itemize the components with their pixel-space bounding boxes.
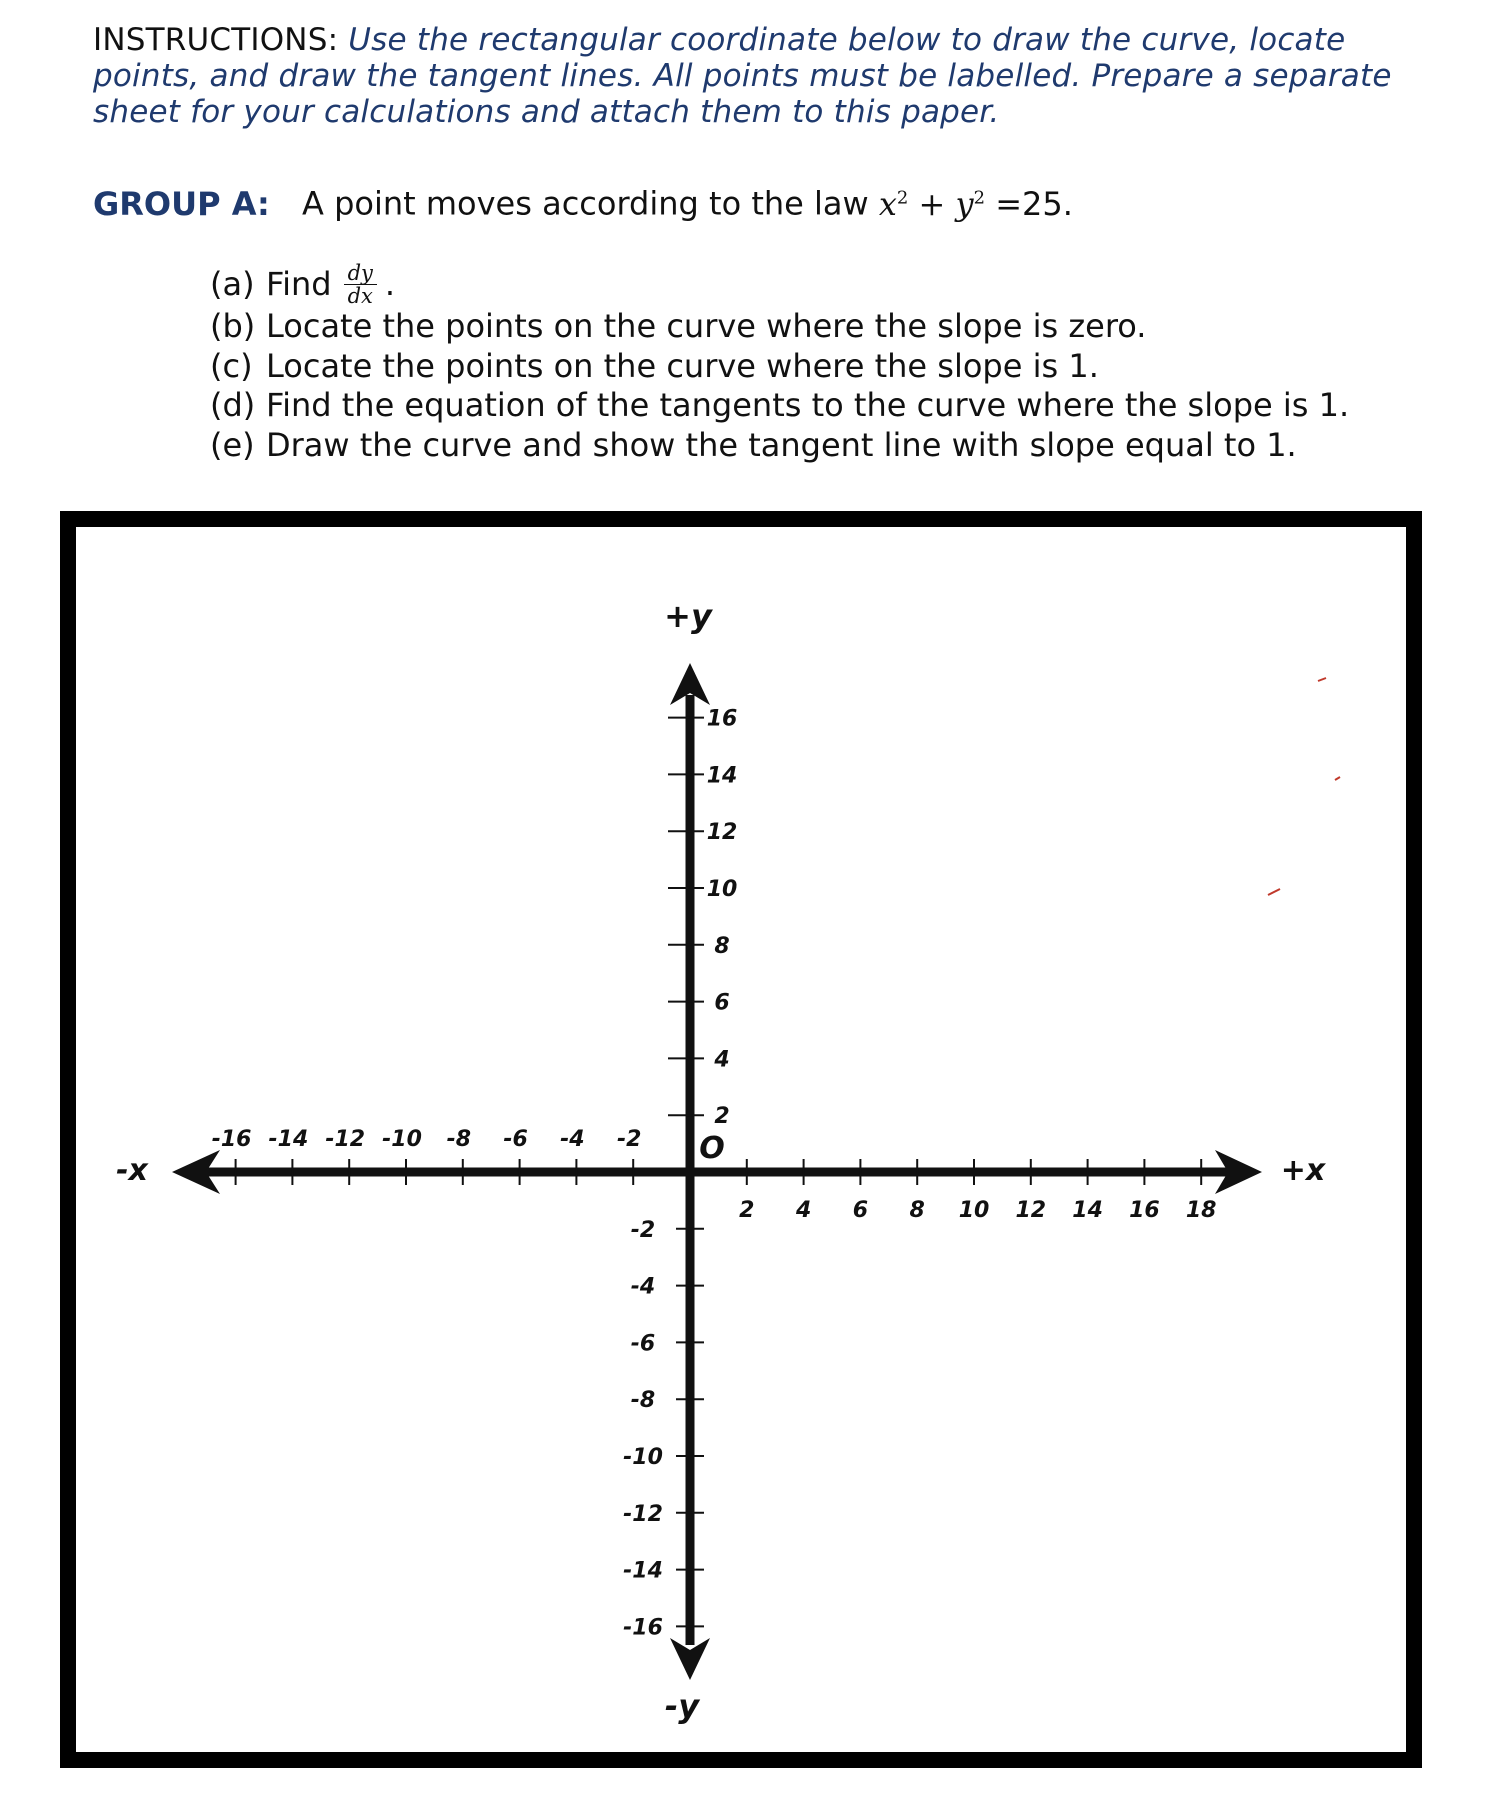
question-tag: (c) (210, 346, 253, 385)
x-tick-label: -14 (268, 1127, 309, 1152)
y-tick-label: 12 (706, 820, 738, 846)
x-tick-label: -16 (211, 1127, 252, 1152)
question-tag: (b) (210, 307, 256, 345)
instructions-body: Use the rectangular coordinate below to draw the curve, locate points, and draw the tangent lines. All points must be labelled. Prepare a separate sheet for your calculations and attach them to this paper. (93, 22, 1392, 130)
y-tick-label: -2 (630, 1217, 656, 1243)
x-tick-label: -6 (503, 1127, 528, 1152)
x-tick-label: 16 (1129, 1198, 1160, 1223)
question-tag: (d) (210, 386, 256, 424)
x-tick-label: 18 (1185, 1198, 1217, 1223)
group-equation: $x^2 + y^2 =25$. (878, 184, 1073, 223)
x-tick-label: 12 (1015, 1198, 1047, 1223)
red-mark (1268, 889, 1280, 895)
question-text: Draw the curve and show the tangent line with slope equal to 1. (266, 425, 1297, 464)
minus-y-label: -y (664, 1687, 700, 1725)
minus-x-label: -x (116, 1153, 148, 1188)
group-label: GROUP A: (93, 184, 270, 223)
plus-y-label: +y (664, 597, 712, 635)
y-tick-label: 10 (706, 877, 738, 902)
equation-value: =25. (995, 184, 1073, 223)
question-suffix: . (384, 264, 396, 303)
y-tick-label: 2 (714, 1104, 730, 1130)
y-tick-label: 4 (714, 1047, 730, 1073)
x-tick-label: -12 (325, 1127, 366, 1152)
y-tick-label: -14 (623, 1558, 663, 1584)
y-tick-label: -10 (623, 1445, 663, 1470)
y-tick-label: -8 (630, 1388, 656, 1414)
instructions-lead: INSTRUCTIONS: (93, 22, 339, 58)
y-tick-label: 8 (714, 933, 730, 959)
x-tick-label: 4 (795, 1198, 812, 1223)
y-tick-label: -6 (630, 1331, 656, 1357)
equation-y: y (955, 184, 974, 223)
y-tick-label: -12 (623, 1501, 663, 1527)
x-tick-label: -8 (446, 1127, 472, 1152)
red-mark (1318, 678, 1326, 681)
question-text: Locate the points on the curve where the slope is zero. (266, 307, 1147, 345)
y-tick-label: -4 (630, 1274, 656, 1300)
question-tag: (e) (210, 425, 255, 464)
x-tick-label: -2 (616, 1127, 642, 1152)
origin-label: O (699, 1131, 725, 1166)
fraction-numerator: dy (344, 262, 377, 285)
x-tick-label: 14 (1072, 1198, 1103, 1223)
y-tick-label: 6 (714, 990, 730, 1016)
fraction-denominator: dx (347, 284, 373, 308)
x-tick-label: 10 (958, 1198, 990, 1223)
question-text: Find (266, 264, 332, 303)
question-text: Locate the points on the curve where the slope is 1. (266, 346, 1099, 385)
axes-layer (172, 663, 1262, 1680)
group-text: A point moves according to the law (302, 184, 869, 223)
question-tag: (a) (210, 264, 255, 303)
y-tick-label: 16 (706, 706, 738, 732)
y-tick-label: -16 (623, 1615, 663, 1641)
x-tick-label: 8 (909, 1198, 925, 1223)
equation-x: x (878, 184, 897, 223)
plus-x-label: +x (1280, 1153, 1326, 1188)
x-tick-label: -4 (560, 1127, 585, 1152)
question-text: Find the equation of the tangents to the curve where the slope is 1. (266, 386, 1350, 424)
x-tick-label: 2 (739, 1198, 755, 1223)
x-tick-label: 6 (852, 1198, 869, 1223)
y-tick-label: 14 (706, 763, 738, 789)
x-tick-label: -10 (382, 1127, 422, 1152)
red-mark (1335, 777, 1340, 780)
